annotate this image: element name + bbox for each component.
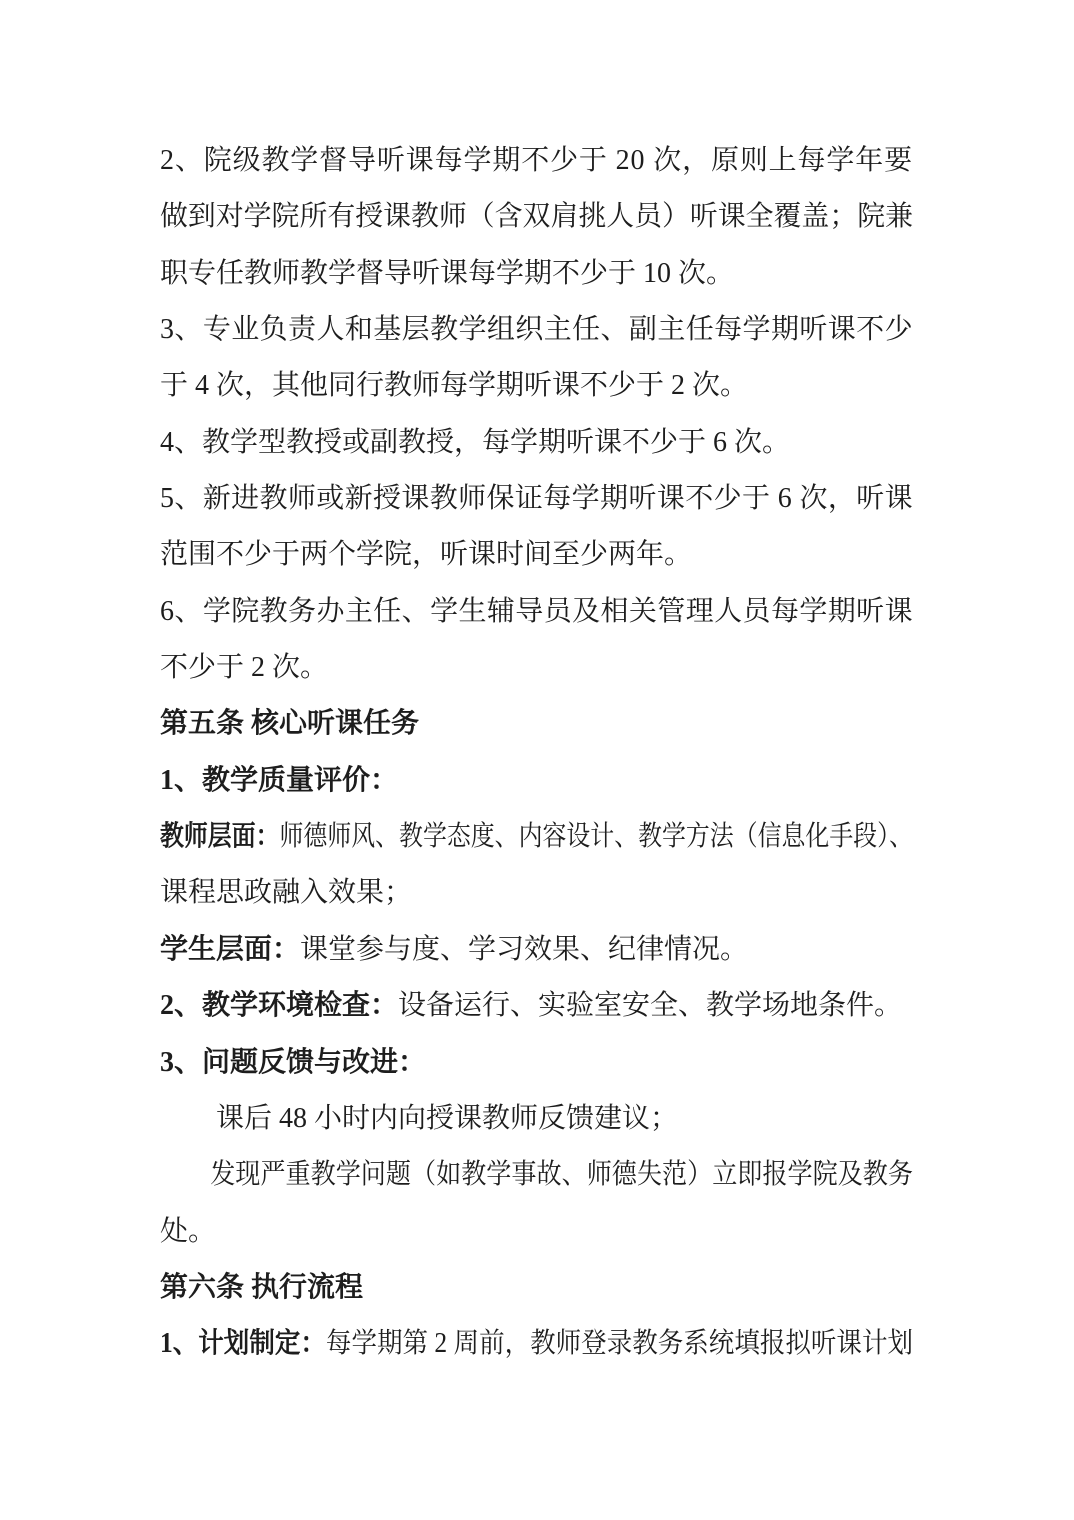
text-line (160, 696, 913, 752)
text-segment: 6、学院教务办主任、学生辅导员及相关管理人员每学期听课 (160, 595, 913, 627)
paragraph-task-2-environment-check (160, 978, 913, 1034)
text-line (160, 246, 913, 302)
text-line (160, 527, 913, 583)
text-line (160, 1091, 913, 1147)
text-line (160, 753, 913, 809)
text-segment: 职专任教师教学督导听课每学期不少于 10 次。 (160, 257, 735, 289)
text-line (160, 302, 913, 358)
text-segment: 发现严重教学问题（如教学事故、师德失范）立即报学院及教务 (210, 1159, 913, 1191)
text-line (160, 415, 913, 471)
paragraph-clause-6-admin-staff (160, 584, 913, 697)
text-segment-bold: 第五条 核心听课任务 (160, 708, 420, 740)
text-segment-bold: 教师层面： (160, 821, 280, 853)
text-line (160, 471, 913, 527)
paragraph-feedback-48-hours (160, 1091, 913, 1147)
paragraph-serious-problem-report (160, 1147, 913, 1260)
paragraph-clause-5-new-teachers (160, 471, 913, 584)
text-segment: 不少于 2 次。 (160, 652, 329, 684)
text-segment: 师德师风、教学态度、内容设计、教学方法（信息化手段）、 (279, 821, 913, 853)
text-line (160, 865, 913, 921)
text-segment: 3、专业负责人和基层教学组织主任、副主任每学期听课不少 (160, 314, 913, 346)
text-segment-bold: 1、教学质量评价： (160, 764, 399, 796)
paragraph-clause-3-program-leaders (160, 302, 913, 415)
text-line (160, 133, 913, 189)
paragraph-article-5-heading (160, 696, 913, 752)
text-segment: 范围不少于两个学院，听课时间至少两年。 (160, 539, 693, 571)
text-segment-bold: 学生层面： (160, 933, 301, 965)
text-segment-bold: 2、教学环境检查： (160, 990, 399, 1022)
text-line (160, 1204, 913, 1260)
paragraph-teacher-level (160, 809, 913, 922)
text-segment: 于 4 次，其他同行教师每学期听课不少于 2 次。 (160, 370, 749, 402)
text-line (160, 640, 913, 696)
text-segment: 5、新进教师或新授课教师保证每学期听课不少于 6 次，听课 (160, 483, 913, 515)
text-segment-bold: 3、问题反馈与改进： (160, 1046, 427, 1078)
text-segment-bold: 第六条 执行流程 (160, 1271, 364, 1303)
text-line (160, 584, 913, 640)
text-line (160, 358, 913, 414)
text-segment: 4、教学型教授或副教授，每学期听课不少于 6 次。 (160, 426, 791, 458)
text-segment: 2、院级教学督导听课每学期不少于 20 次，原则上每学年要 (160, 145, 913, 176)
text-segment: 设备运行、实验室安全、教学场地条件。 (398, 990, 903, 1022)
text-segment: 每学期第 2 周前，教师登录教务系统填报拟听课计划 (325, 1328, 913, 1360)
text-line (160, 1316, 913, 1372)
paragraph-article-6-heading (160, 1260, 913, 1316)
text-line (160, 189, 913, 245)
text-line (160, 809, 913, 865)
paragraph-clause-2-college-supervisors (160, 133, 913, 302)
paragraph-task-3-feedback-improvement (160, 1035, 913, 1091)
text-segment: 课后 48 小时内向授课教师反馈建议； (216, 1102, 679, 1134)
text-segment-bold: 1、计划制定： (160, 1328, 326, 1360)
text-segment: 课程思政融入效果； (160, 877, 413, 909)
text-segment: 处。 (160, 1215, 217, 1247)
text-line (160, 1260, 913, 1316)
text-line (160, 1035, 913, 1091)
text-segment: 做到对学院所有授课教师（含双肩挑人员）听课全覆盖；院兼 (160, 201, 913, 233)
text-line (160, 922, 913, 978)
paragraph-clause-4-teaching-professors (160, 415, 913, 471)
text-segment: 课堂参与度、学习效果、纪律情况。 (300, 933, 749, 965)
text-line (160, 1147, 913, 1203)
paragraph-task-1-quality-evaluation (160, 753, 913, 809)
paragraph-step-1-plan-making (160, 1316, 913, 1372)
document-body (160, 133, 913, 1373)
text-line (160, 978, 913, 1034)
paragraph-student-level (160, 922, 913, 978)
